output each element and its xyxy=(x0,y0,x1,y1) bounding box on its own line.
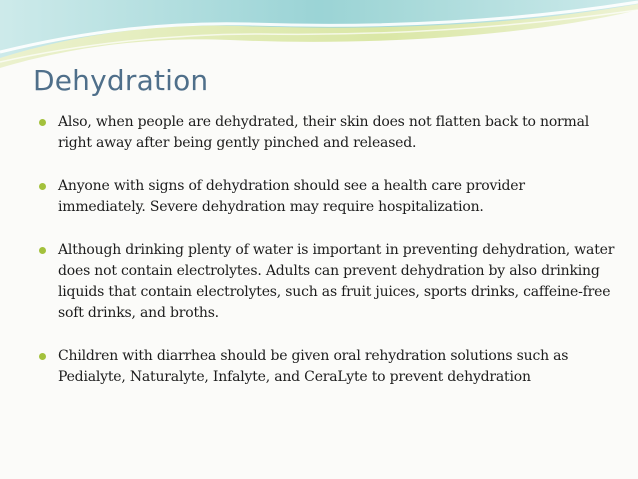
bullet-dot-icon xyxy=(39,353,46,360)
bullet-dot-icon xyxy=(39,247,46,254)
bullet-text: Anyone with signs of dehydration should see a health care provider immediately. Severe dehydration may require hospitalization. xyxy=(58,178,525,215)
bullet-item xyxy=(36,112,616,154)
bullet-text: Also, when people are dehydrated, their skin does not flatten back to normal right away after being gently pinched and released. xyxy=(58,114,590,151)
slide-title: Dehydration xyxy=(33,64,209,97)
bullet-text: Children with diarrhea should be given oral rehydration solutions such as Pedialyte, Naturalyte, Infalyte, and CeraLyte to prevent dehydration xyxy=(58,348,569,385)
bullet-list xyxy=(36,112,616,410)
bullet-dot-icon xyxy=(39,183,46,190)
bullet-item xyxy=(36,346,616,388)
bullet-item xyxy=(36,240,616,324)
bullet-item xyxy=(36,176,616,218)
bullet-dot-icon xyxy=(39,119,46,126)
bullet-text: Although drinking plenty of water is important in preventing dehydration, water does not contain electrolytes. Adults can prevent dehydration by also drinking liquids that contain electrolytes, such as fruit juices, sports drinks, caffeine-free soft drinks, and broths. xyxy=(58,242,615,321)
